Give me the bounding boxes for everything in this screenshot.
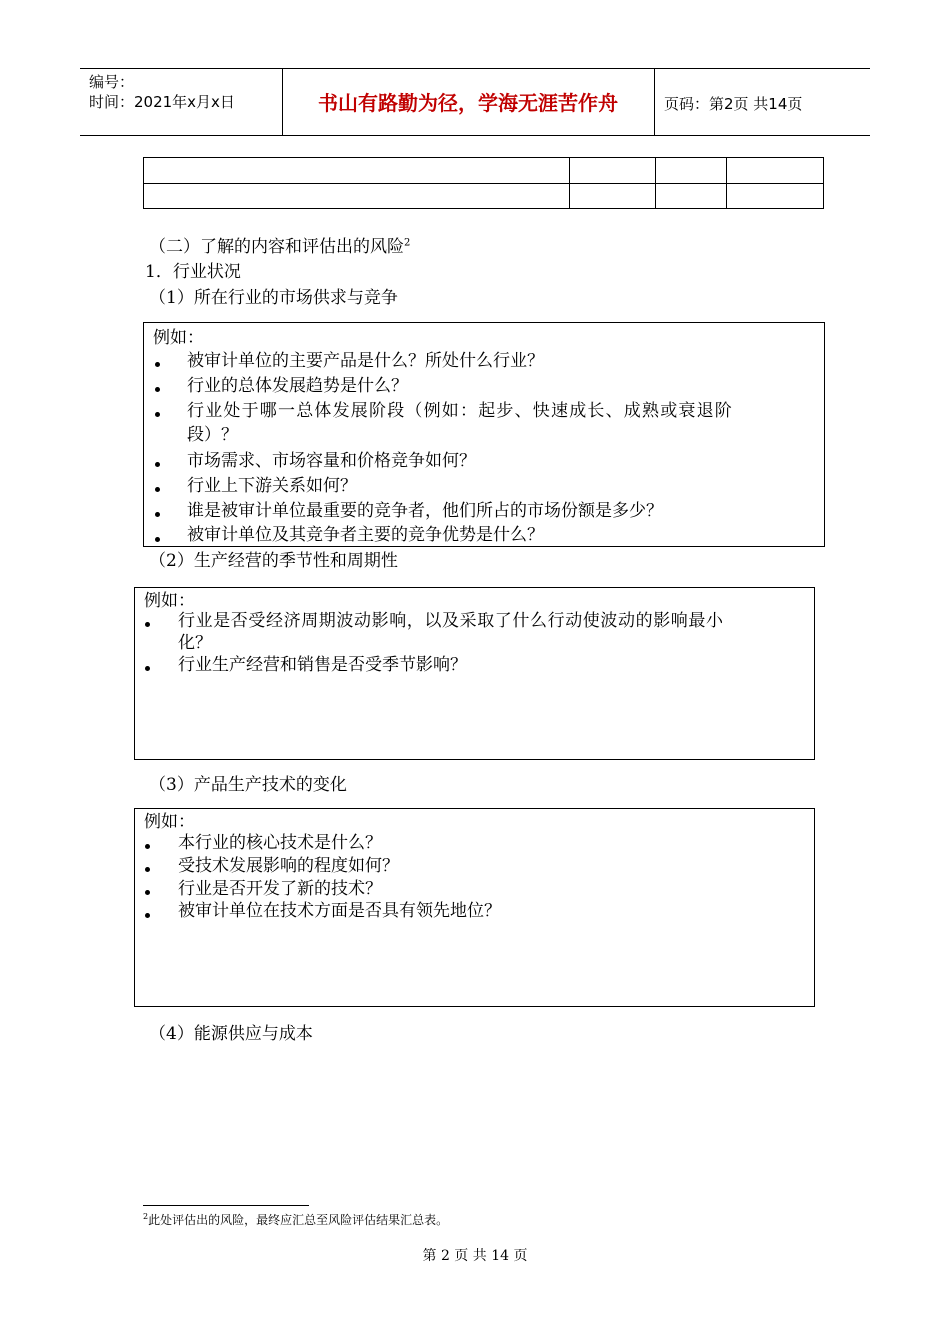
list-item: 受技术发展影响的程度如何？ <box>178 856 399 876</box>
list-item: 行业是否开发了新的技术？ <box>178 879 382 899</box>
header-bottom-rule <box>80 135 870 136</box>
serial-label: 编号： <box>89 73 135 91</box>
block-heading: （4）能源供应与成本 <box>149 1024 313 1044</box>
list-item: 本行业的核心技术是什么？ <box>178 833 382 853</box>
list-item: 行业生产经营和销售是否受季节影响？ <box>178 655 467 675</box>
bullet-icon <box>145 890 150 895</box>
bullet-icon <box>145 913 150 918</box>
table-col-divider <box>655 158 656 208</box>
empty-table <box>143 157 824 209</box>
time-label: 时间：2021年x月x日 <box>89 93 235 111</box>
page-info: 页码：第2页 共14页 <box>664 95 803 113</box>
bullet-icon <box>155 387 160 392</box>
list-item: 谁是被审计单位最重要的竞争者，他们所占的市场份额是多少？ <box>187 501 663 521</box>
bullet-icon <box>155 487 160 492</box>
footnote-ref: 2 <box>404 237 411 249</box>
list-item: 被审计单位及其竞争者主要的竞争优势是什么？ <box>187 525 544 545</box>
list-item-continued: 段）？ <box>187 425 238 445</box>
bullet-icon <box>155 412 160 417</box>
footnote <box>143 1212 448 1228</box>
table-row-divider <box>144 183 823 184</box>
table-col-divider <box>726 158 727 208</box>
footnote-marker: 2 <box>143 1212 149 1221</box>
bullet-icon <box>155 362 160 367</box>
list-item: 被审计单位在技术方面是否具有领先地位？ <box>178 901 501 921</box>
footnote-rule <box>143 1205 309 1206</box>
block-heading: （3）产品生产技术的变化 <box>149 775 347 795</box>
list-item: 行业上下游关系如何？ <box>187 476 357 496</box>
list-item: 行业的总体发展趋势是什么？ <box>187 376 408 396</box>
example-lead: 例如： <box>144 812 195 832</box>
block-heading: （1）所在行业的市场供求与竞争 <box>149 288 398 308</box>
list-item-continued: 化？ <box>178 633 212 653</box>
footnote-text: 此处评估出的风险，最终应汇总至风险评估结果汇总表。 <box>148 1213 449 1227</box>
bullet-icon <box>145 622 150 627</box>
bullet-icon <box>155 537 160 542</box>
page-number: 第 2 页 共 14 页 <box>422 1248 528 1264</box>
bullet-icon <box>145 867 150 872</box>
header-motto: 书山有路勤为径，学海无涯苦作舟 <box>318 91 618 115</box>
list-item: 被审计单位的主要产品是什么？所处什么行业？ <box>187 351 544 371</box>
example-lead: 例如： <box>153 328 204 348</box>
bullet-icon <box>145 844 150 849</box>
section-title <box>149 235 410 259</box>
table-col-divider <box>569 158 570 208</box>
header-divider <box>654 68 655 135</box>
list-item: 行业处于哪一总体发展阶段（例如：起步、快速成长、成熟或衰退阶 <box>187 401 733 421</box>
list-item: 行业是否受经济周期波动影响，以及采取了什么行动使波动的影响最小 <box>178 611 724 631</box>
subheading: 1．行业状况 <box>145 262 241 282</box>
bullet-icon <box>145 666 150 671</box>
bullet-icon <box>155 512 160 517</box>
bullet-icon <box>155 462 160 467</box>
example-lead: 例如： <box>144 591 195 611</box>
block-heading: （2）生产经营的季节性和周期性 <box>149 551 398 571</box>
section-title-text: （二）了解的内容和评估出的风险 <box>149 237 404 257</box>
list-item: 市场需求、市场容量和价格竞争如何？ <box>187 451 476 471</box>
header-top-rule <box>80 68 870 69</box>
